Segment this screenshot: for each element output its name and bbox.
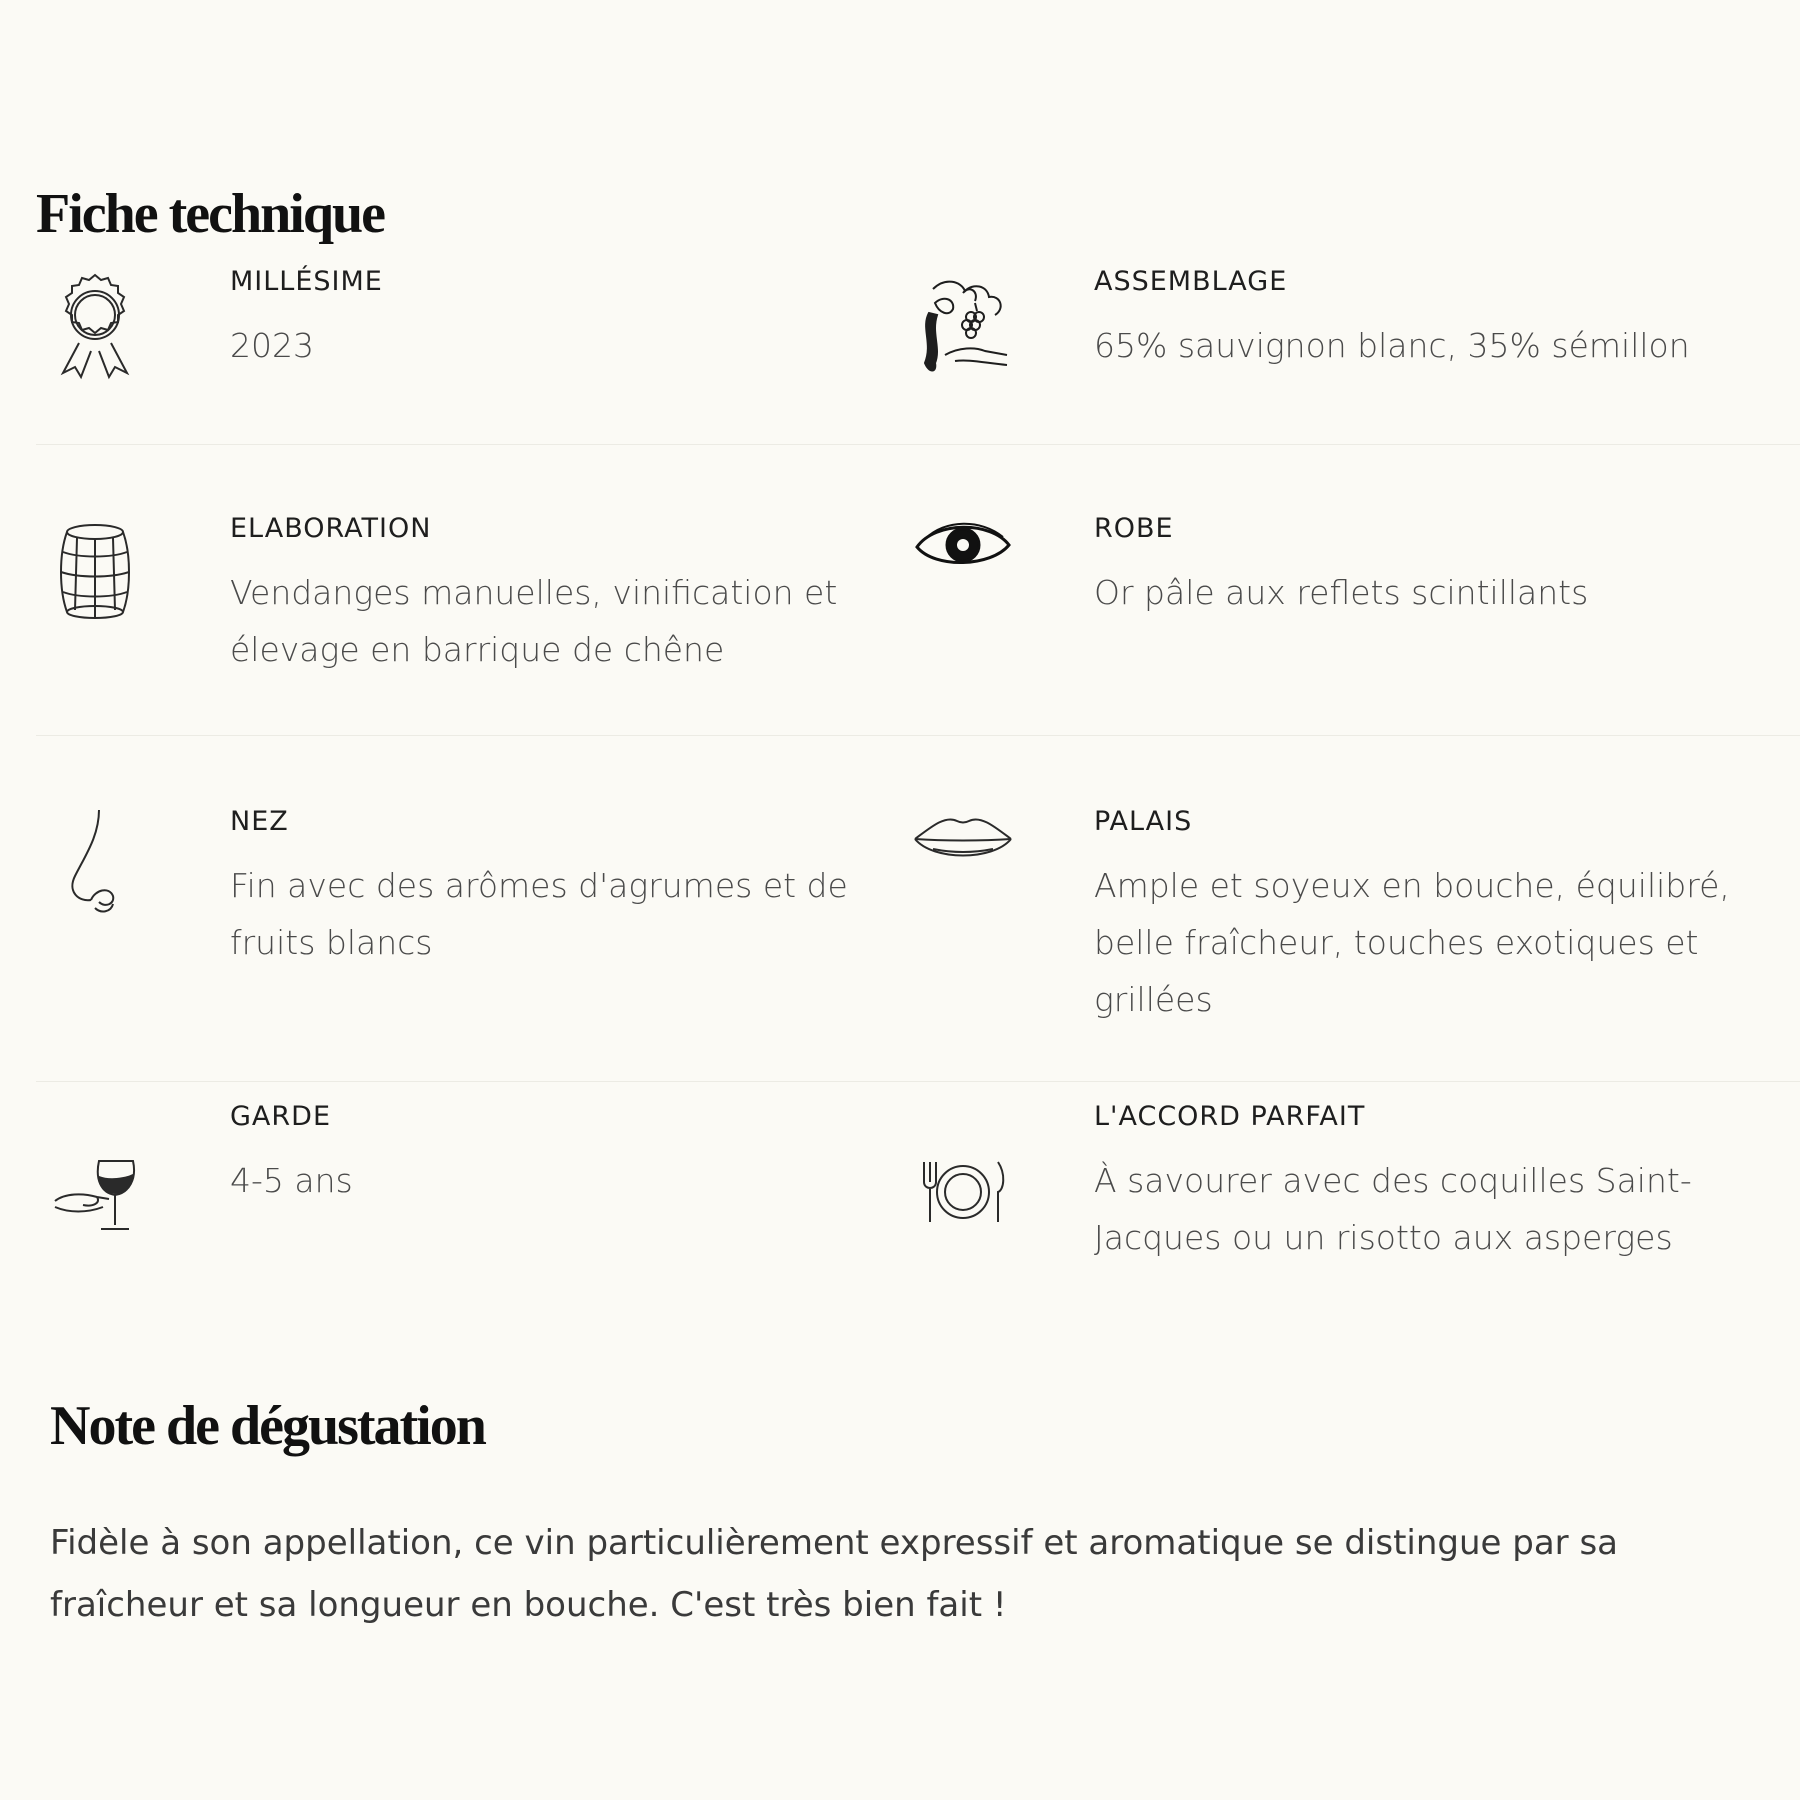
fiche-item-elaboration [36, 445, 918, 735]
barrel-icon [50, 517, 140, 627]
fiche-item-accord [918, 1082, 1800, 1322]
fiche-item-label: GARDE [230, 1101, 332, 1132]
fiche-item-assemblage [918, 255, 1800, 447]
fiche-item-value: Ample et soyeux en bouche, équilibré, belle fraîcheur, touches exotiques et grillées [1094, 866, 1730, 1019]
wine-glass-hand-icon [50, 1142, 140, 1252]
note-degustation-title: Note de dégustation [50, 1395, 485, 1457]
fiche-item-label: ASSEMBLAGE [1094, 266, 1288, 297]
fiche-item-value: 4-5 ans [230, 1161, 353, 1200]
fiche-item-robe [918, 445, 1800, 735]
grape-vine-hand-icon [918, 270, 1008, 380]
eye-icon [918, 490, 1008, 600]
fiche-item-label: MILLÉSIME [230, 266, 383, 297]
fiche-row [36, 255, 1800, 447]
fiche-row [36, 1082, 1800, 1322]
fiche-item-value: 65% sauvignon blanc, 35% sémillon [1094, 326, 1690, 365]
fiche-item-nez [36, 736, 918, 1081]
fiche-technique-grid [36, 255, 1800, 1322]
fiche-item-label: ROBE [1094, 513, 1174, 544]
lips-icon [918, 786, 1008, 896]
fiche-row [36, 445, 1800, 735]
fiche-item-value: Or pâle aux reflets scintillants [1094, 573, 1589, 612]
fiche-item-millesime [36, 255, 918, 447]
nose-icon [50, 806, 140, 916]
fiche-item-garde [36, 1082, 918, 1322]
fiche-technique-title: Fiche technique [36, 183, 384, 245]
fiche-row [36, 736, 1800, 1081]
note-degustation-text: Fidèle à son appellation, ce vin particulièrement expressif et aromatique se distingue par sa fraîcheur et sa longueur en bouche. C'est très bien fait ! [50, 1523, 1619, 1625]
fiche-item-palais [918, 736, 1800, 1081]
fiche-item-value: À savourer avec des coquilles Saint-Jacques ou un risotto aux asperges [1094, 1161, 1692, 1257]
fiche-item-label: NEZ [230, 806, 289, 837]
plate-cutlery-icon [918, 1137, 1008, 1247]
fiche-item-label: L'ACCORD PARFAIT [1094, 1101, 1366, 1132]
fiche-item-value: 2023 [230, 326, 314, 365]
fiche-item-value: Fin avec des arômes d'agrumes et de fruits blancs [230, 866, 848, 962]
fiche-item-label: ELABORATION [230, 513, 432, 544]
fiche-item-value: Vendanges manuelles, vinification et élevage en barrique de chêne [230, 573, 838, 669]
award-ribbon-icon [50, 270, 140, 380]
fiche-item-label: PALAIS [1094, 806, 1193, 837]
